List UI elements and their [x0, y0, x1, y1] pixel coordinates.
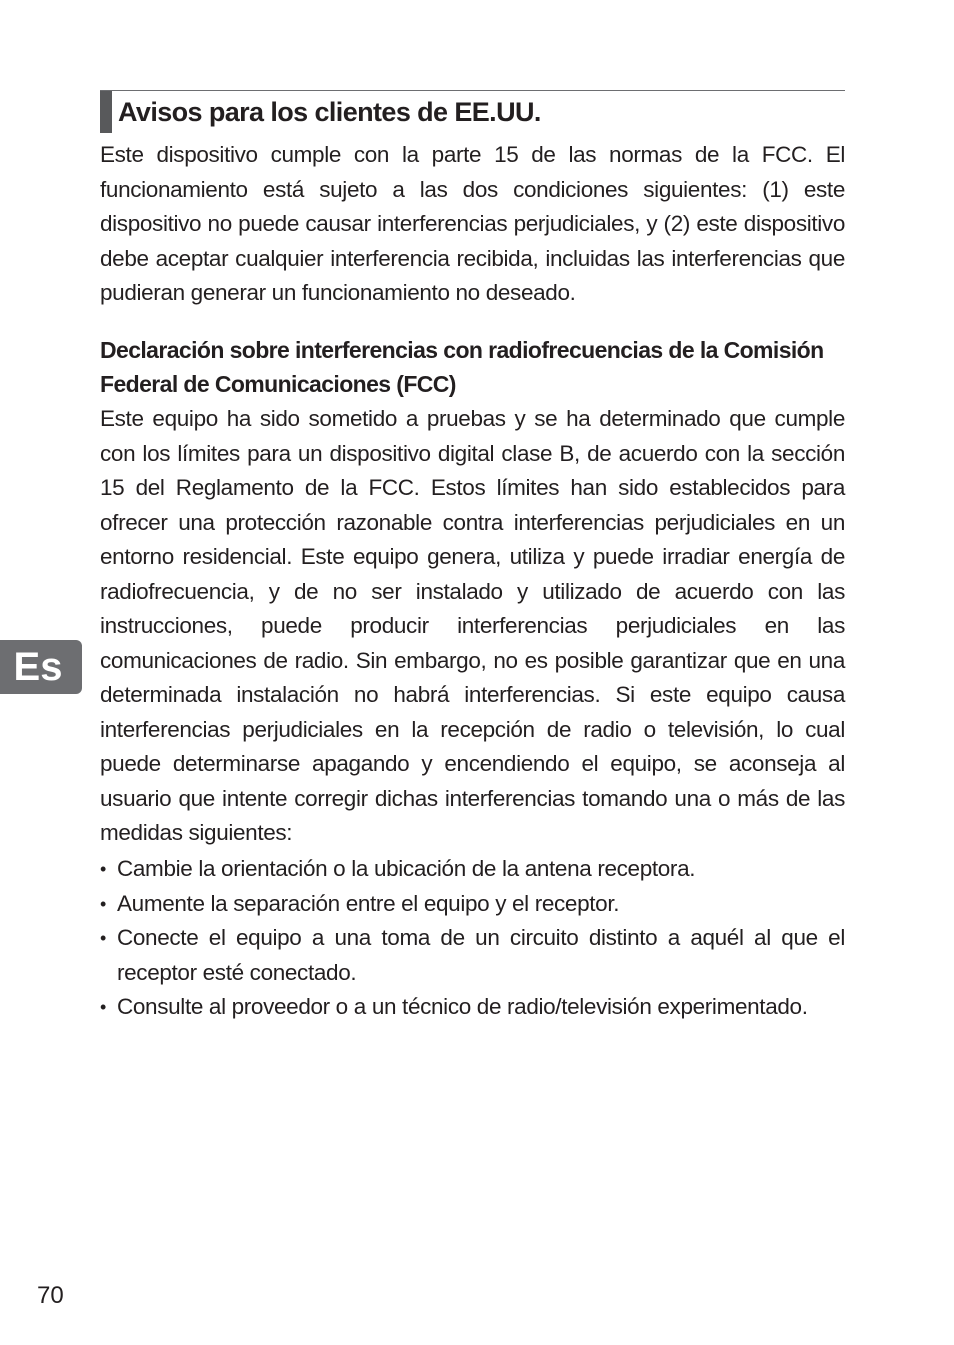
- section-marker-bar: [100, 91, 112, 133]
- bullet-icon: •: [100, 928, 106, 948]
- list-item-text: Conecte el equipo a una toma de un circuito distinto a aquél al que el receptor esté conectado.: [117, 925, 845, 985]
- list-item-text: Aumente la separación entre el equipo y el receptor.: [117, 890, 620, 916]
- language-tab: [0, 640, 82, 694]
- list-item-text: Consulte al proveedor o a un técnico de radio/televisión experimentado.: [117, 994, 808, 1019]
- list-item-text: Cambie la orientación o la ubicación de la antena receptora.: [117, 856, 696, 881]
- list-item: [100, 852, 845, 887]
- bullet-icon: •: [100, 997, 106, 1017]
- fcc-interference-subheading: Declaración sobre interferencias con radiofrecuencias de la Comisión Federal de Comunicaciones (FCC): [100, 337, 824, 397]
- bullet-icon: •: [100, 859, 106, 879]
- fcc-compliance-paragraph: Este dispositivo cumple con la parte 15 de las normas de la FCC. El funcionamiento está sujeto a las dos condiciones siguientes: (1) este dispositivo no puede causar interferencias perjudiciales, y (2) este dispositivo debe aceptar cualquier interferencia recibida, incluidas las interferencias que pudieran generar un funcionamiento no deseado.: [100, 142, 845, 305]
- measures-list: [100, 852, 845, 1025]
- list-item: [100, 990, 845, 1025]
- page-number: 70: [37, 1282, 64, 1309]
- bullet-icon: •: [100, 893, 106, 914]
- list-item: [100, 921, 845, 990]
- fcc-interference-paragraph: Este equipo ha sido sometido a pruebas y se ha determinado que cumple con los límites para un dispositivo digital clase B, de acuerdo con la sección 15 del Reglamento de la FCC. Estos límites han sido establecidos para ofrecer una protección razonable contra interferencias perjudiciales en un entorno residencial. Este equipo genera, utiliza y puede irradiar energía de radiofrecuencia, y de no ser instalado y utilizado de acuerdo con las instrucciones, puede producir interferencias perjudiciales en las comunicaciones de radio. Sin embargo, no es posible garantizar que en una determinada instalación no habrá interferencias. Si este equipo causa interferencias perjudiciales en la recepción de radio o televisión, lo cual puede determinarse apagando y encendiendo el equipo, se aconseja al usuario que intente corregir dichas interferencias tomando una o más de las medidas siguientes:: [100, 406, 845, 845]
- language-tab-label: Es: [13, 645, 63, 689]
- section-title: Avisos para los clientes de EE.UU.: [118, 97, 541, 127]
- section-heading: [100, 90, 845, 133]
- list-item: [100, 887, 845, 922]
